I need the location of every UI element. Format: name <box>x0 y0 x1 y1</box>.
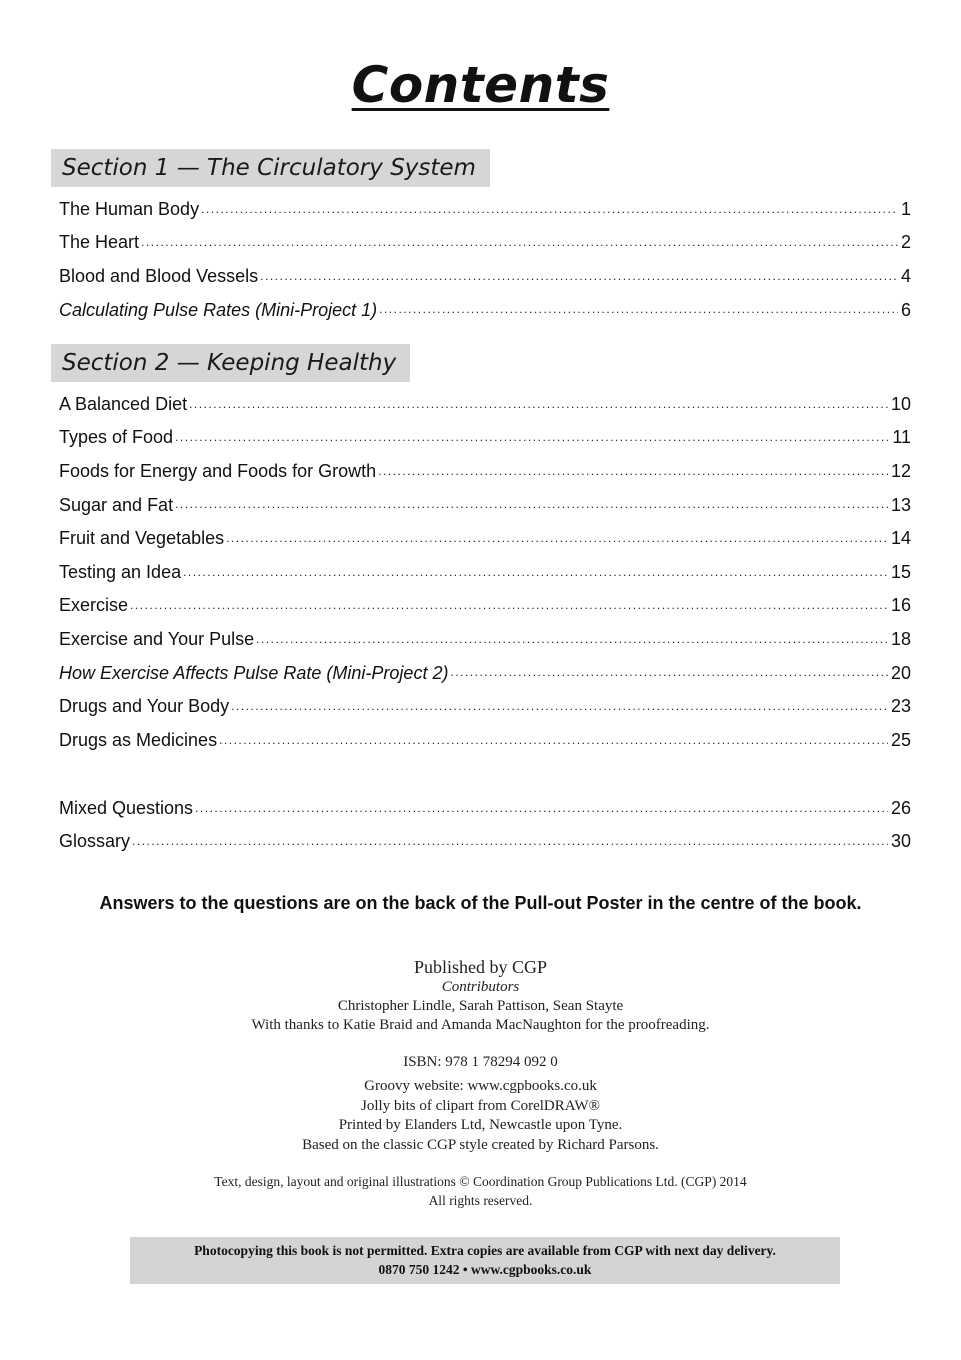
based-on-line: Based on the classic CGP style created by Richard Parsons. <box>302 1136 659 1153</box>
toc-entry-page-number: 23 <box>890 696 911 717</box>
toc-entry-title: Exercise and Your Pulse <box>59 628 255 649</box>
contributors-heading: Contributors <box>441 979 520 995</box>
toc-entry-page-number: 15 <box>890 561 911 582</box>
toc-entry <box>59 555 911 589</box>
rights-line: All rights reserved. <box>428 1193 533 1208</box>
toc-dot-leader <box>260 266 898 286</box>
toc-entry-page-number: 16 <box>890 595 911 616</box>
clipart-line: Jolly bits of clipart from CorelDRAW® <box>361 1097 600 1114</box>
thanks-line: With thanks to Katie Braid and Amanda MacNaughton for the proofreading. <box>251 1017 710 1033</box>
toc-entry-title: Glossary <box>59 831 131 852</box>
isbn: ISBN: 978 1 78294 092 0 <box>403 1054 558 1070</box>
toc-dot-leader <box>219 730 888 750</box>
section-1-heading: Section 1 — The Circulatory System <box>51 149 490 187</box>
toc-entry <box>59 656 911 690</box>
toc-entry <box>59 825 911 859</box>
toc-entry-page-number: 10 <box>890 393 911 414</box>
website-line: Groovy website: www.cgpbooks.co.uk <box>364 1078 597 1094</box>
toc-dot-leader <box>450 662 888 682</box>
toc-entry-page-number: 2 <box>900 232 911 253</box>
toc-entry-title: Drugs and Your Body <box>59 696 230 717</box>
section-2-heading: Section 2 — Keeping Healthy <box>51 344 410 382</box>
toc-dot-leader <box>378 461 888 481</box>
toc-dot-leader <box>256 629 888 649</box>
copyright-block <box>0 1172 961 1210</box>
toc-entry <box>59 226 911 260</box>
toc-entry <box>59 293 911 327</box>
toc-entry <box>59 622 911 656</box>
toc-entry-title: Calculating Pulse Rates (Mini-Project 1) <box>59 299 378 320</box>
footer-notice <box>130 1237 840 1284</box>
toc-dot-leader <box>130 595 888 615</box>
toc-dot-leader <box>189 394 888 414</box>
toc-entry-page-number: 20 <box>890 662 911 683</box>
toc-entry-title: How Exercise Affects Pulse Rate (Mini-Project 2) <box>59 662 449 683</box>
toc-entry <box>59 259 911 293</box>
toc-entry-title: The Human Body <box>59 198 200 219</box>
toc-dot-leader <box>141 232 898 252</box>
toc-dot-leader <box>231 696 888 716</box>
toc-entry-title: Fruit and Vegetables <box>59 528 225 549</box>
footer-line-1: Photocopying this book is not permitted. Extra copies are available from CGP with next day delivery. <box>194 1243 776 1258</box>
toc-entry <box>59 521 911 555</box>
toc-entry-page-number: 30 <box>890 831 911 852</box>
publisher-block <box>0 956 961 1035</box>
toc-entry <box>59 387 911 421</box>
toc-entry <box>59 421 911 455</box>
toc-entry <box>59 192 911 226</box>
toc-entry <box>59 454 911 488</box>
extras-list <box>59 791 911 858</box>
toc-entry-page-number: 11 <box>892 427 911 448</box>
toc-dot-leader <box>175 427 889 447</box>
toc-dot-leader <box>183 562 888 582</box>
toc-entry-page-number: 13 <box>890 494 911 515</box>
toc-entry <box>59 488 911 522</box>
section-1-list <box>59 192 911 326</box>
toc-dot-leader <box>226 528 888 548</box>
toc-entry-title: Types of Food <box>59 427 174 448</box>
toc-entry-title: Drugs as Medicines <box>59 729 218 750</box>
toc-entry <box>59 689 911 723</box>
toc-entry-title: Foods for Energy and Foods for Growth <box>59 460 377 481</box>
toc-entry-page-number: 14 <box>890 528 911 549</box>
toc-dot-leader <box>379 299 898 319</box>
toc-entry-title: Blood and Blood Vessels <box>59 265 259 286</box>
footer-line-2: 0870 750 1242 • www.cgpbooks.co.uk <box>378 1262 592 1277</box>
toc-entry-title: Mixed Questions <box>59 797 194 818</box>
credits-block <box>0 1077 961 1155</box>
toc-dot-leader <box>195 798 888 818</box>
toc-entry-title: Testing an Idea <box>59 561 182 582</box>
toc-entry-page-number: 1 <box>900 198 911 219</box>
toc-entry-title: Exercise <box>59 595 129 616</box>
toc-entry-page-number: 26 <box>890 797 911 818</box>
toc-dot-leader <box>175 494 888 514</box>
toc-entry-page-number: 6 <box>900 299 911 320</box>
page-title: Contents <box>351 56 610 114</box>
printed-line: Printed by Elanders Ltd, Newcastle upon Tyne. <box>338 1117 623 1133</box>
toc-entry <box>59 791 911 825</box>
toc-entry-title: A Balanced Diet <box>59 393 188 414</box>
toc-entry <box>59 589 911 623</box>
copyright-line: Text, design, layout and original illustrations © Coordination Group Publications Ltd. (CGP) 2014 <box>214 1174 747 1189</box>
toc-entry-title: The Heart <box>59 232 140 253</box>
answers-note: Answers to the questions are on the back of the Pull-out Poster in the centre of the book. <box>99 893 862 913</box>
toc-entry-title: Sugar and Fat <box>59 494 174 515</box>
publication-details <box>0 1053 961 1072</box>
toc-entry <box>59 723 911 757</box>
toc-entry-page-number: 25 <box>890 729 911 750</box>
toc-entry-page-number: 18 <box>890 628 911 649</box>
toc-dot-leader <box>132 831 888 851</box>
section-2-list <box>59 387 911 757</box>
toc-entry-page-number: 12 <box>890 460 911 481</box>
toc-dot-leader <box>201 199 898 219</box>
contributors-names: Christopher Lindle, Sarah Pattison, Sean Stayte <box>337 998 624 1014</box>
toc-entry-page-number: 4 <box>900 265 911 286</box>
published-by: Published by CGP <box>413 957 548 977</box>
